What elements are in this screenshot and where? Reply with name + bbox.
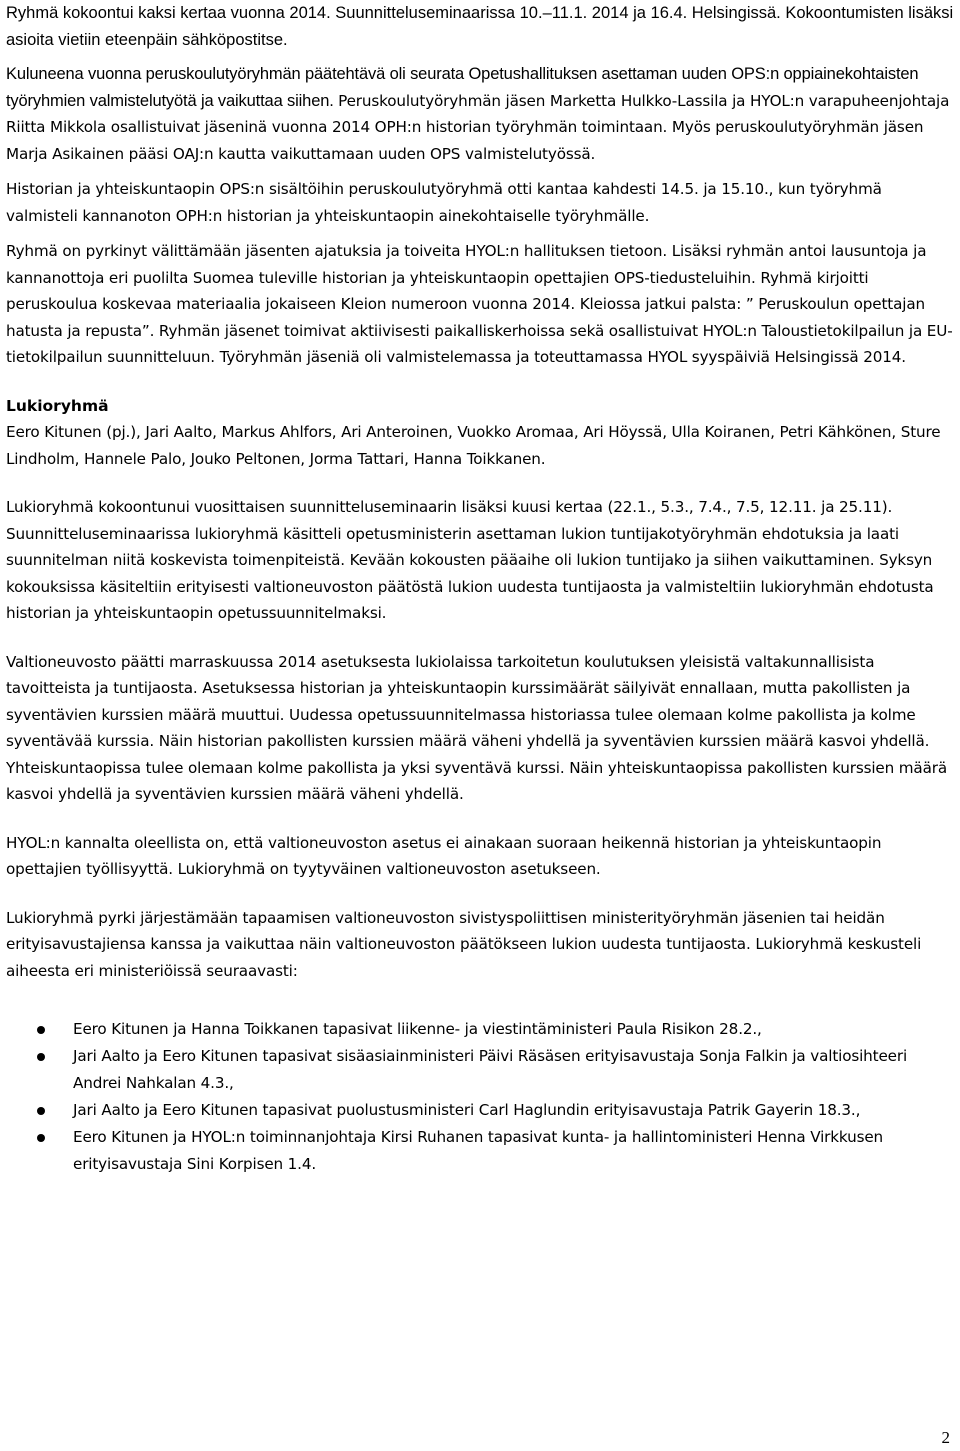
bullet-icon	[37, 1107, 45, 1115]
paragraph-ops-work-rest: Peruskoulutyöryhmän jäsen Marketta Hulkko-Lassila ja HYOL:n varapuheenjohtaja Riitta Mikkola osallistuivat jäseninä vuonna 2014 OPH:n historian työryhmän toimintaan. Myös peruskoulutyöryhmän jäsen Marja Asikainen pääsi OAJ:n kautta vaikuttamaan uuden OPS valmistelutyössä.	[6, 91, 950, 163]
paragraph-statements: Historian ja yhteiskuntaopin OPS:n sisältöihin peruskoulutyöryhmä otti kantaa kahdesti 14.5. ja 15.10., kun työryhmä valmisteli kannanoton OPH:n historian ja yhteiskuntaopin ainekohtaiselle työryhmälle.	[6, 180, 882, 225]
list-item-text: Jari Aalto ja Eero Kitunen tapasivat sisäasiainministeri Päivi Räsäsen erityisavustaja Sonja Falkin ja valtiosihteeri Andrei Nahkalan 4.3.,	[73, 1047, 908, 1092]
paragraph-employment: HYOL:n kannalta oleellista on, että valtioneuvoston asetus ei ainakaan suoraan heikennä historian ja yhteiskuntaopin opettajien työllisyyttä. Lukioryhmä on tyytyväinen valtioneuvoston asetukseen.	[6, 833, 882, 878]
document-page	[6, 0, 954, 1178]
page-number: 2	[941, 1428, 950, 1447]
bullet-icon	[37, 1134, 45, 1142]
paragraph-meetings-schedule: Lukioryhmä kokoontunui vuosittaisen suunnitteluseminaarin lisäksi kuusi kertaa (22.1., 5.3., 7.4., 7.5, 12.11. ja 25.11). Suunnitteluseminaarissa lukioryhmä käsitteli opetusministerin asettaman lukion tuntijakotyöryhmän ehdotuksia ja laati suunnitelman niitä koskevista toimenpiteistä. Kevään kokousten pääaihe oli lukion tuntijako ja siihen vaikuttaminen. Syksyn kokouksissa käsiteltiin erityisesti valtioneuvoston päätöstä lukion uudesta tuntijaosta ja valmisteltiin lukioryhmän ehdotusta historian ja yhteiskuntaopin opetussuunnitelmaksi.	[6, 498, 934, 622]
list-item	[73, 1097, 954, 1124]
paragraph-ministry-meetings: Lukioryhmä pyrki järjestämään tapaamisen valtioneuvoston sivistyspoliittisen ministerityöryhmän jäsenien tai heidän erityisavustajiensa kanssa ja vaikuttaa näin valtioneuvoston päätökseen lukion uudesta tuntijaosta. Lukioryhmä keskusteli aiheesta eri ministeriöissä seuraavasti:	[6, 908, 922, 980]
paragraph-activities: Ryhmä on pyrkinyt välittämään jäsenten ajatuksia ja toiveita HYOL:n hallituksen tietoon. Lisäksi ryhmän antoi lausuntoja ja kannanottoja eri puolilta Suomea tuleville historian ja yhteiskuntaopin opettajien OPS-tiedusteluihin. Ryhmä kirjoitti peruskoulua koskevaa materiaalia jokaiseen Kleion numeroon vuonna 2014. Kleiossa jatkui palsta: ” Peruskoulun opettajan hatusta ja repusta”. Ryhmän jäsenet toimivat aktiivisesti paikalliskerhoissa sekä osallistuivat HYOL:n Taloustietokilpailun ja EU-tietokilpailun suunnitteluun. Työryhmän jäseniä oli valmistelemassa ja toteuttamassa HYOL syyspäiviä Helsingissä 2014.	[6, 242, 953, 366]
paragraph-ops-work-lead: Kuluneena vuonna peruskoulutyöryhmän päätehtävä oli seurata Opetushallituksen asettaman uuden OPS:n oppiainekohtaisten työryhmien valmistelutyötä ja vaikuttaa siihen.	[6, 65, 919, 110]
list-item	[73, 1016, 954, 1043]
members-list: Eero Kitunen (pj.), Jari Aalto, Markus Ahlfors, Ari Anteroinen, Vuokko Aromaa, Ari Höyssä, Ulla Koiranen, Petri Kähkönen, Sture Lindholm, Hannele Palo, Jouko Peltonen, Jorma Tattari, Hanna Toikkanen.	[6, 423, 941, 468]
list-item	[73, 1043, 954, 1097]
section-heading: Lukioryhmä	[6, 396, 109, 415]
paragraph-ops-work	[6, 61, 954, 167]
paragraph-government-decree: Valtioneuvosto päätti marraskuussa 2014 asetuksesta lukiolaissa tarkoitetun koulutuksen yleisistä valtakunnallisista tavoitteista ja tuntijaosta. Asetuksessa historian ja yhteiskuntaopin kurssimäärät säilyivät ennallaan, mutta pakollisten ja syventävien kurssien määrä muuttui. Uudessa opetussuunnitelmassa historiassa tulee olemaan kolme pakollista ja kolme syventävää kurssia. Näin historian pakollisten kurssien määrä väheni yhdellä ja syventävien kurssien määrä kasvoi yhdellä. Yhteiskuntaopissa tulee olemaan kolme pakollista ja yksi syventävä kurssi. Näin yhteiskuntaopissa pakollisten kurssien määrä kasvoi yhdellä ja syventävien kurssien määrä väheni yhdellä.	[6, 652, 947, 803]
list-item-text: Eero Kitunen ja Hanna Toikkanen tapasivat liikenne- ja viestintäministeri Paula Risikon 28.2.,	[73, 1020, 762, 1038]
bullet-icon	[37, 1053, 45, 1061]
paragraph-meetings: Ryhmä kokoontui kaksi kertaa vuonna 2014. Suunnitteluseminaarissa 10.–11.1. 2014 ja 16.4. Helsingissä. Kokoontumisten lisäksi asioita vietiin eteenpäin sähköpostitse.	[6, 4, 954, 49]
list-item-text: Jari Aalto ja Eero Kitunen tapasivat puolustusministeri Carl Haglundin erityisavustaja Patrik Gayerin 18.3.,	[73, 1101, 861, 1119]
list-item	[73, 1124, 954, 1178]
list-item-text: Eero Kitunen ja HYOL:n toiminnanjohtaja Kirsi Ruhanen tapasivat kunta- ja hallintoministeri Henna Virkkusen erityisavustaja Sini Korpisen 1.4.	[73, 1128, 884, 1173]
bullet-icon	[37, 1026, 45, 1034]
meetings-list	[6, 1016, 954, 1178]
